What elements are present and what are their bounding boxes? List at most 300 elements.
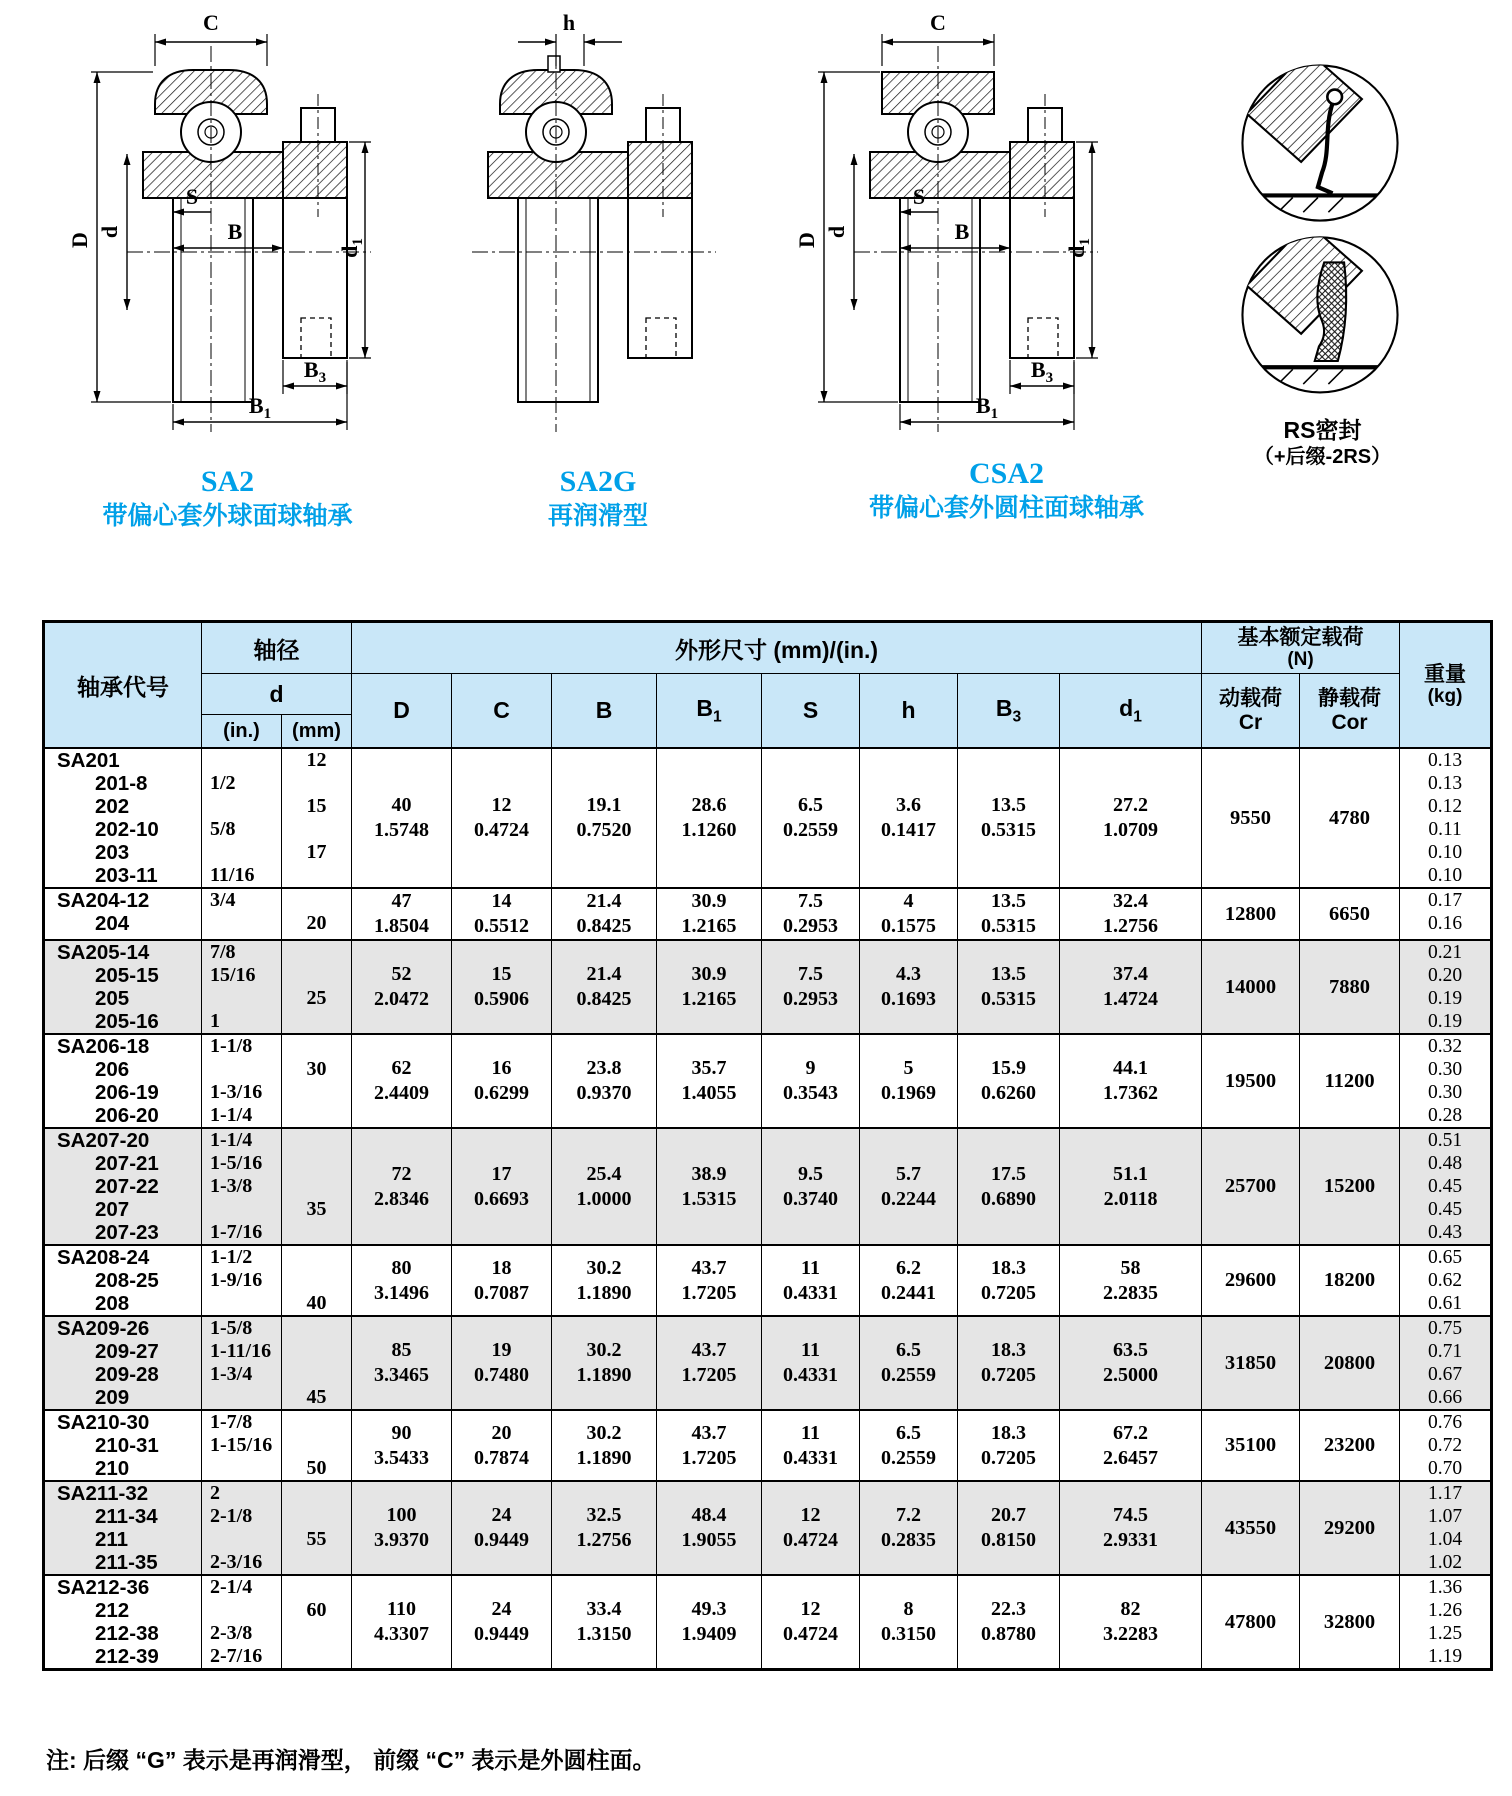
cell-dim-h: [860, 1575, 958, 1670]
cell-line: 0.19: [1427, 988, 1463, 1009]
cell-dim-B: [552, 1245, 657, 1316]
cell-line: 0.12: [1427, 796, 1463, 817]
cell-line: 25: [306, 987, 327, 1009]
cell-cor: 4780: [1300, 748, 1400, 888]
dim-inch: 3.9370: [374, 1529, 429, 1551]
dim-inch: 4.3307: [374, 1623, 429, 1645]
cell-line: 0.48: [1427, 1153, 1463, 1174]
cell-line: [282, 1645, 351, 1668]
dim-mm: 7.5: [798, 963, 823, 985]
cell-cor: 32800: [1300, 1575, 1400, 1670]
cell-dim-B1: [657, 1575, 762, 1670]
cell-dim-B1: [657, 1245, 762, 1316]
cell-line: 0.70: [1427, 1458, 1463, 1479]
cell-dim-B3: [958, 1245, 1060, 1316]
sa2g-drawing: [468, 10, 728, 450]
cell-dim-C: [452, 1128, 552, 1245]
dim-mm: 33.4: [586, 1598, 622, 1620]
cell-d-inch: [202, 1245, 282, 1316]
dim-mm: 5.7: [896, 1162, 921, 1185]
cell-line: 0.10: [1427, 865, 1463, 886]
cell-line: [282, 1363, 351, 1386]
cell-weight: [1400, 1034, 1492, 1128]
cell-line: 50: [306, 1457, 327, 1479]
cell-line: 5/8: [210, 818, 236, 840]
cell-line: 209-27: [95, 1340, 159, 1363]
cell-line: 206: [95, 1058, 130, 1081]
table-row-SA211-32: [44, 1481, 1492, 1575]
cell-dim-D: [352, 888, 452, 940]
sa2g-caption: [448, 466, 748, 530]
cell-dim-h: [860, 1128, 958, 1245]
cell-line: 20: [306, 912, 327, 934]
cell-line: [282, 1551, 351, 1574]
cell-line: [202, 987, 281, 1010]
dim-mm: 16: [491, 1057, 512, 1079]
dim-inch: 0.2559: [881, 1364, 936, 1386]
dim-inch: 0.7087: [474, 1281, 529, 1304]
dim-inch: 3.5433: [374, 1446, 429, 1469]
dim-mm: 18: [491, 1256, 512, 1279]
dim-inch: 2.8346: [374, 1187, 429, 1210]
header-load-rating: 基本额定载荷 (N): [1202, 622, 1400, 674]
dim-mm: 63.5: [1113, 1339, 1149, 1361]
dim-inch: 0.2559: [881, 1446, 936, 1469]
cell-dim-S: [762, 1128, 860, 1245]
dim-inch: 1.9409: [681, 1623, 737, 1645]
dim-inch: 0.4724: [783, 1623, 838, 1645]
cell-line: 0.67: [1427, 1364, 1463, 1385]
cell-line: [282, 1317, 351, 1340]
cell-dim-B: [552, 1034, 657, 1128]
dim-mm: 32.5: [586, 1504, 622, 1526]
cell-dim-S: [762, 940, 860, 1034]
cell-line: 1: [210, 1010, 220, 1032]
cell-line: 1-3/4: [210, 1363, 253, 1385]
cell-line: 204: [95, 912, 130, 935]
cell-codes: [44, 940, 202, 1034]
cell-line: 0.20: [1427, 965, 1463, 986]
cell-dim-B3: [958, 1481, 1060, 1575]
dim-inch: 2.9331: [1103, 1529, 1159, 1551]
dim-mm: 21.4: [586, 890, 622, 912]
dim-mm: 37.4: [1113, 963, 1149, 985]
cell-d-inch: [202, 940, 282, 1034]
cell-d-mm: [282, 1575, 352, 1670]
dim-inch: 2.5000: [1103, 1364, 1159, 1386]
cell-codes: [44, 1410, 202, 1481]
dim-mm: 13.5: [991, 794, 1026, 816]
cell-line: 0.13: [1427, 773, 1463, 794]
cell-line: 15: [306, 795, 327, 817]
cell-dim-d1: [1060, 1316, 1202, 1410]
dim-mm: 48.4: [691, 1504, 727, 1526]
dim-inch: 2.0472: [374, 988, 429, 1010]
dim-mm: 43.7: [691, 1339, 727, 1361]
cell-dim-C: [452, 940, 552, 1034]
cell-dim-C: [452, 1316, 552, 1410]
cell-cr: 43550: [1202, 1481, 1300, 1575]
dim-label-B: B: [227, 219, 242, 244]
cell-dim-C: [452, 1575, 552, 1670]
dim-inch: 0.3740: [783, 1187, 838, 1210]
cell-dim-B: [552, 748, 657, 888]
cell-line: 212-38: [95, 1622, 159, 1645]
cell-line: 0.32: [1427, 1036, 1463, 1057]
dim-inch: 0.2441: [881, 1281, 936, 1304]
dim-inch: 0.1693: [881, 988, 936, 1010]
dim-inch: 0.3150: [881, 1623, 936, 1645]
cell-line: [282, 772, 351, 795]
dim-mm: 74.5: [1113, 1504, 1149, 1526]
cell-d-inch: [202, 1575, 282, 1670]
cell-weight: [1400, 940, 1492, 1034]
cell-line: 1-1/4: [210, 1104, 253, 1126]
dim-mm: 17: [491, 1162, 512, 1185]
cell-dim-B: [552, 940, 657, 1034]
cell-cr: 25700: [1202, 1128, 1300, 1245]
dim-inch: 0.2953: [783, 988, 838, 1010]
cell-cor: 29200: [1300, 1481, 1400, 1575]
dim-inch: 0.5512: [474, 915, 529, 937]
cell-line: 1/2: [210, 772, 236, 794]
cell-d-mm: [282, 1245, 352, 1316]
cell-line: 207-23: [95, 1221, 159, 1244]
figure-sa2: [55, 10, 400, 530]
dim-inch: 1.7205: [681, 1281, 737, 1304]
cell-dim-D: [352, 1034, 452, 1128]
csa2-name: 带偏心套外圆柱面球轴承: [868, 494, 1144, 522]
cell-line: 1.07: [1427, 1506, 1463, 1527]
dim-mm: 43.7: [691, 1256, 727, 1279]
cell-dim-B3: [958, 1128, 1060, 1245]
cell-line: 0.72: [1427, 1435, 1463, 1456]
dim-mm: 90: [391, 1421, 412, 1444]
cell-line: [202, 1599, 281, 1622]
header-static-load: 静载荷 Cor: [1300, 674, 1400, 749]
cell-line: SA210-30: [57, 1411, 150, 1434]
dim-mm: 7.2: [896, 1504, 921, 1526]
rs-seal-drawing: [1215, 55, 1425, 405]
cell-line: SA206-18: [57, 1035, 150, 1058]
cell-dim-d1: [1060, 1034, 1202, 1128]
cell-dim-B1: [657, 1128, 762, 1245]
csa2-caption: [834, 458, 1179, 522]
cell-dim-h: [860, 940, 958, 1034]
dim-mm: 23.8: [586, 1057, 622, 1079]
cell-line: [282, 1010, 351, 1033]
cell-dim-B1: [657, 1316, 762, 1410]
cell-line: [202, 795, 281, 818]
dim-mm: 11: [801, 1339, 820, 1361]
cell-d-inch: [202, 1034, 282, 1128]
cell-line: 35: [306, 1198, 327, 1220]
cell-line: [282, 1035, 351, 1058]
dim-mm: 100: [386, 1504, 417, 1526]
dim-mm: 38.9: [691, 1162, 727, 1185]
dim-mm: 9: [805, 1057, 816, 1079]
table-row-SA201: [44, 748, 1492, 888]
dim-mm: 19.1: [586, 794, 622, 816]
cell-line: 1-5/16: [210, 1152, 263, 1174]
rs-seal-caption: [1215, 416, 1430, 470]
cell-cor: 15200: [1300, 1128, 1400, 1245]
cell-cor: 6650: [1300, 888, 1400, 940]
dim-label-B1: $B_1$: [975, 393, 998, 422]
csa2-code: CSA2: [968, 457, 1044, 490]
cell-line: 1.19: [1427, 1646, 1463, 1667]
dim-inch: 0.6260: [981, 1082, 1036, 1104]
dim-inch: 0.4724: [474, 819, 529, 841]
cell-line: 1-3/16: [210, 1081, 263, 1103]
dim-mm: 4: [903, 890, 914, 912]
dim-inch: 0.4331: [783, 1281, 838, 1304]
cell-dim-h: [860, 1410, 958, 1481]
cell-line: 1.26: [1427, 1600, 1463, 1621]
dim-mm: 52: [391, 963, 412, 985]
dim-mm: 44.1: [1113, 1057, 1149, 1079]
dim-mm: 30.2: [586, 1421, 622, 1444]
cell-line: 203: [95, 841, 130, 864]
cell-cr: 9550: [1202, 748, 1300, 888]
dim-inch: 0.2953: [783, 915, 838, 937]
spec-table: [42, 620, 1493, 1671]
dim-mm: 47: [391, 890, 412, 912]
dim-inch: 0.7205: [981, 1364, 1036, 1386]
cell-line: [282, 1269, 351, 1292]
cell-line: 45: [306, 1386, 327, 1408]
cell-line: [202, 1058, 281, 1081]
table-row-SA204-12: [44, 888, 1492, 940]
dim-mm: 13.5: [991, 963, 1026, 985]
cell-d-mm: [282, 1034, 352, 1128]
cell-line: 205-16: [95, 1010, 159, 1033]
cell-dim-h: [860, 1034, 958, 1128]
dim-inch: 0.1417: [881, 819, 936, 841]
header-dimensions-title: 外形尺寸 (mm)/(in.): [352, 622, 1202, 674]
cell-line: [282, 1622, 351, 1645]
dim-inch: 0.2835: [881, 1529, 936, 1551]
cell-dim-B1: [657, 1410, 762, 1481]
dim-inch: 0.1575: [881, 915, 936, 937]
cell-d-mm: [282, 1481, 352, 1575]
cell-line: 2: [210, 1482, 220, 1504]
dim-inch: 1.8504: [374, 915, 429, 937]
cell-line: 201-8: [95, 772, 148, 795]
cell-dim-C: [452, 1481, 552, 1575]
cell-dim-h: [860, 888, 958, 940]
header-inch: (in.): [202, 715, 282, 749]
cell-dim-d1: [1060, 748, 1202, 888]
cell-line: 0.19: [1427, 1011, 1463, 1032]
cell-dim-d1: [1060, 1481, 1202, 1575]
figure-rs-seal: [1215, 55, 1430, 470]
cell-line: 1-7/8: [210, 1411, 253, 1433]
cell-cor: 11200: [1300, 1034, 1400, 1128]
cell-dim-C: [452, 1410, 552, 1481]
cell-codes: [44, 748, 202, 888]
cell-dim-S: [762, 888, 860, 940]
dim-mm: 35.7: [691, 1057, 727, 1079]
cell-line: 15/16: [210, 964, 256, 986]
cell-dim-B1: [657, 940, 762, 1034]
dim-inch: 0.7874: [474, 1446, 529, 1469]
cell-line: 205: [95, 987, 130, 1010]
cell-line: 1.36: [1427, 1577, 1463, 1598]
cell-d-mm: [282, 1128, 352, 1245]
cell-line: 2-1/8: [210, 1505, 253, 1527]
cell-dim-D: [352, 1481, 452, 1575]
cell-cr: 12800: [1202, 888, 1300, 940]
cell-line: SA205-14: [57, 941, 150, 964]
cell-dim-B: [552, 1410, 657, 1481]
cell-line: 209-28: [95, 1363, 159, 1386]
dim-mm: 19: [491, 1339, 512, 1361]
cell-line: 1-7/16: [210, 1221, 263, 1243]
dim-label-B: B: [954, 219, 969, 244]
dim-inch: 1.1260: [681, 819, 737, 841]
dim-inch: 2.0118: [1103, 1187, 1158, 1210]
dim-mm: 27.2: [1113, 794, 1149, 816]
cell-d-inch: [202, 1410, 282, 1481]
dim-mm: 24: [491, 1598, 512, 1620]
dim-inch: 2.6457: [1103, 1446, 1159, 1469]
header-bearing-code: 轴承代号: [44, 622, 202, 749]
cell-line: 1-5/8: [210, 1317, 253, 1339]
dim-mm: 9.5: [798, 1162, 823, 1185]
dim-inch: 1.2165: [681, 988, 737, 1010]
csa2-drawing: [790, 10, 1120, 450]
header-dim-d1: $d_1$: [1060, 674, 1202, 749]
sa2-name: 带偏心套外球面球轴承: [102, 502, 353, 530]
cell-dim-h: [860, 1316, 958, 1410]
cell-line: 0.21: [1427, 942, 1463, 963]
dim-label-d1: $d_1$: [1063, 238, 1093, 258]
cell-line: 0.30: [1427, 1082, 1463, 1103]
dim-mm: 32.4: [1113, 890, 1149, 912]
dim-mm: 30.9: [691, 963, 727, 985]
cell-line: 1.02: [1427, 1552, 1463, 1573]
cell-line: 0.66: [1427, 1387, 1463, 1408]
dim-mm: 40: [391, 794, 412, 816]
cell-dim-S: [762, 1034, 860, 1128]
dim-mm: 30.2: [586, 1256, 622, 1279]
header-weight: 重量 (kg): [1400, 622, 1492, 749]
header-dim-C: C: [452, 674, 552, 749]
cell-line: 212: [95, 1599, 130, 1622]
cell-line: 207: [95, 1198, 130, 1221]
dim-inch: 3.2283: [1103, 1623, 1159, 1645]
cell-codes: [44, 1575, 202, 1670]
cell-line: 0.30: [1427, 1059, 1463, 1080]
dim-inch: 1.0000: [576, 1187, 632, 1210]
cell-line: 12: [306, 749, 327, 771]
table-row-SA206-18: [44, 1034, 1492, 1128]
cell-d-mm: [282, 748, 352, 888]
dim-inch: 0.5315: [981, 915, 1036, 937]
cell-dim-B: [552, 1481, 657, 1575]
dim-inch: 0.6890: [981, 1187, 1036, 1210]
cell-cr: 35100: [1202, 1410, 1300, 1481]
dim-inch: 1.1890: [576, 1364, 632, 1386]
table-row-SA208-24: [44, 1245, 1492, 1316]
dim-inch: 1.0709: [1103, 819, 1159, 841]
dim-inch: 1.3150: [576, 1623, 632, 1645]
cell-dim-B3: [958, 748, 1060, 888]
cell-line: 210: [95, 1457, 130, 1480]
cell-dim-h: [860, 1245, 958, 1316]
header-dim-D: D: [352, 674, 452, 749]
dim-inch: 0.5906: [474, 988, 529, 1010]
dim-inch: 0.8425: [576, 988, 632, 1010]
dim-mm: 43.7: [691, 1421, 727, 1444]
dim-mm: 24: [491, 1504, 512, 1526]
cell-weight: [1400, 1575, 1492, 1670]
cell-line: 0.71: [1427, 1341, 1463, 1362]
rs-seal-subtitle: （+后缀-2RS）: [1253, 446, 1392, 468]
cell-d-inch: [202, 1316, 282, 1410]
dim-inch: 1.9055: [681, 1529, 737, 1551]
cell-dim-D: [352, 1575, 452, 1670]
dim-inch: 0.6299: [474, 1082, 529, 1104]
cell-line: SA209-26: [57, 1317, 150, 1340]
cell-dim-d1: [1060, 1410, 1202, 1481]
cell-weight: [1400, 1245, 1492, 1316]
dim-mm: 8: [903, 1598, 914, 1620]
cell-line: 211-34: [95, 1505, 158, 1528]
figure-csa2: [782, 10, 1144, 522]
cell-line: 3/4: [210, 889, 236, 911]
cell-line: [282, 941, 351, 964]
cell-line: 0.65: [1427, 1247, 1463, 1268]
cell-line: [282, 864, 351, 887]
cell-line: 40: [306, 1292, 327, 1314]
dim-mm: 15.9: [991, 1057, 1026, 1079]
cell-line: 0.43: [1427, 1222, 1463, 1243]
cell-dim-B3: [958, 1575, 1060, 1670]
cell-dim-D: [352, 1128, 452, 1245]
cell-dim-B1: [657, 888, 762, 940]
footnote: 注: 后缀 “G” 表示是再润滑型， 前缀 “C” 表示是外圆柱面。: [46, 1747, 656, 1773]
cell-dim-B1: [657, 1034, 762, 1128]
cell-dim-d1: [1060, 1245, 1202, 1316]
cell-dim-d1: [1060, 940, 1202, 1034]
dim-mm: 11: [801, 1421, 820, 1444]
cell-dim-S: [762, 1575, 860, 1670]
cell-d-mm: [282, 1316, 352, 1410]
cell-dim-B3: [958, 1410, 1060, 1481]
cell-line: 1.17: [1427, 1483, 1463, 1504]
cell-dim-B: [552, 1128, 657, 1245]
dim-inch: 1.5748: [374, 819, 429, 841]
header-shaft-diameter: 轴径: [202, 622, 352, 674]
header-dim-h: h: [860, 674, 958, 749]
dim-mm: 18.3: [991, 1256, 1026, 1279]
dim-inch: 0.8780: [981, 1623, 1036, 1645]
cell-d-inch: [202, 748, 282, 888]
cell-dim-B: [552, 1316, 657, 1410]
table-row-SA207-20: [44, 1128, 1492, 1245]
cell-codes: [44, 1245, 202, 1316]
dim-inch: 0.2244: [881, 1187, 936, 1210]
dim-mm: 7.5: [798, 890, 823, 912]
cell-dim-B1: [657, 1481, 762, 1575]
cell-d-inch: [202, 1128, 282, 1245]
table-row-SA212-36: [44, 1575, 1492, 1670]
dim-mm: 110: [387, 1598, 416, 1620]
cell-dim-h: [860, 748, 958, 888]
cell-line: 0.61: [1427, 1293, 1463, 1314]
